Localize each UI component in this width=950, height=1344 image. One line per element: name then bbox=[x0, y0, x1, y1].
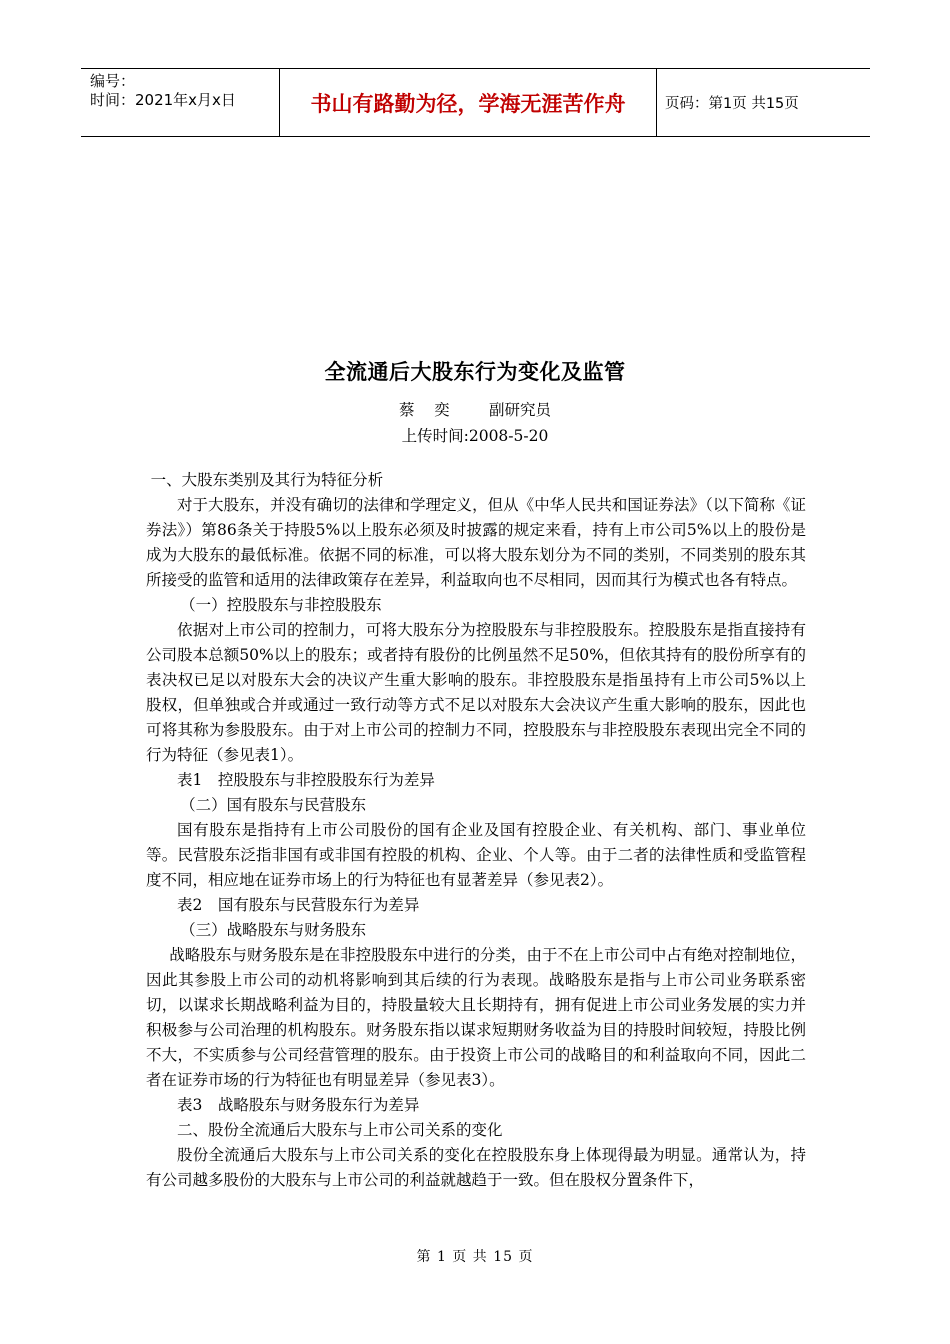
number-label: 编号： bbox=[90, 72, 136, 90]
header-meta bbox=[81, 69, 280, 136]
paragraph: 战略股东与财务股东是在非控股股东中进行的分类，由于不在上市公司中占有绝对控制地位，因此其参股上市公司的动机将影响到其后续的行为表现。战略股东是指与上市公司业务联系密切，以谋求长期战略利益为目的，持股量较大且长期持有，拥有促进上市公司业务发展的实力并积极参与公司治理的机构股东。财务股东指以谋求短期财务收益为目的持股时间较短，持股比例不大，不实质参与公司经营管理的股东。由于投资上市公司的战略目的和利益取向不同，因此二者在证券市场的行为特征也有明显差异（参见表3）。 bbox=[146, 946, 806, 1089]
paragraph: 股份全流通后大股东与上市公司关系的变化在控股股东身上体现得最为明显。通常认为，持有公司越多股份的大股东与上市公司的利益就越趋于一致。但在股权分置条件下， bbox=[146, 1146, 806, 1189]
upload-time: 上传时间:2008-5-20 bbox=[401, 427, 549, 445]
subsection-heading: （一）控股股东与非控股股东 bbox=[180, 596, 382, 614]
header-page-info: 页码：第1页 共15页 bbox=[665, 96, 799, 112]
author-line: 蔡 奕 副研究员 bbox=[398, 401, 552, 419]
paragraph: 国有股东是指持有上市公司股份的国有企业及国有控股企业、有关机构、部门、事业单位等。民营股东泛指非国有或非国有控股的机构、企业、个人等。由于二者的法律性质和受监管程度不同，相应地在证券市场上的行为特征也有显著差异（参见表2）。 bbox=[146, 821, 806, 889]
table-caption: 表2 国有股东与民营股东行为差异 bbox=[177, 896, 420, 914]
document-body bbox=[146, 468, 806, 1193]
paragraph: 对于大股东，并没有确切的法律和学理定义，但从《中华人民共和国证券法》（以下简称《证券法》）第86条关于持股5%以上股东必须及时披露的规定来看，持有上市公司5%以上的股份是成为大股东的最低标准。依据不同的标准，可以将大股东划分为不同的类别，不同类别的股东其所接受的监管和适用的法律政策存在差异，利益取向也不尽相同，因而其行为模式也各有特点。 bbox=[146, 496, 806, 589]
page-header bbox=[81, 68, 870, 137]
paragraph: 依据对上市公司的控制力，可将大股东分为控股股东与非控股股东。控股股东是指直接持有公司股本总额50%以上的股东；或者持有股份的比例虽然不足50%，但依其持有的股份所享有的表决权已足以对股东大会的决议产生重大影响的股东。非控股股东是指虽持有上市公司5%以上股权，但单独或合并或通过一致行动等方式不足以对股东大会决议产生重大影响的股东，因此也可将其称为参股股东。由于对上市公司的控制力不同，控股股东与非控股股东表现出完全不同的行为特征（参见表1）。 bbox=[146, 621, 806, 764]
table-caption: 表3 战略股东与财务股东行为差异 bbox=[177, 1096, 420, 1114]
header-motto: 书山有路勤为径，学海无涯苦作舟 bbox=[280, 69, 657, 136]
table-caption: 表1 控股股东与非控股股东行为差异 bbox=[177, 771, 435, 789]
document-title: 全流通后大股东行为变化及监管 bbox=[324, 359, 626, 384]
subsection-heading: （二）国有股东与民营股东 bbox=[180, 796, 367, 814]
subsection-heading: （三）战略股东与财务股东 bbox=[180, 921, 367, 939]
page-footer: 第 1 页 共 15 页 bbox=[416, 1249, 534, 1265]
time-label: 时间：2021年x月x日 bbox=[90, 91, 236, 109]
section-heading-2: 二、股份全流通后大股东与上市公司关系的变化 bbox=[177, 1121, 503, 1139]
section-heading-1: 一、大股东类别及其行为特征分析 bbox=[150, 471, 384, 489]
